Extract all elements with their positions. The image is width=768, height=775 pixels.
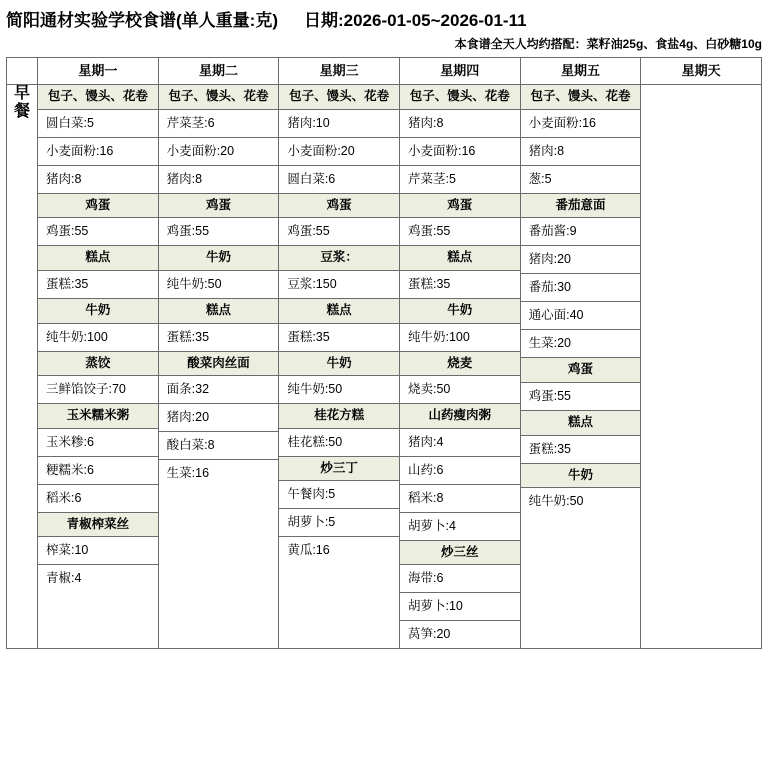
meal-label-text: 早餐	[13, 85, 30, 121]
dish-name: 玉米糯米粥	[38, 404, 158, 429]
dish-name: 炒三丝	[400, 541, 520, 566]
dish-name: 牛奶	[159, 246, 279, 271]
dish-name: 酸菜肉丝面	[159, 352, 279, 377]
ingredient-row: 猪肉:10	[279, 110, 399, 138]
day-column-wednesday	[279, 85, 400, 649]
ingredient-row: 猪肉:8	[400, 110, 520, 138]
ingredient-row: 蛋糕:35	[521, 436, 641, 464]
column-header-sunday: 星期天	[641, 58, 762, 85]
ingredient-row: 午餐肉:5	[279, 481, 399, 509]
ingredient-row: 圆白菜:6	[279, 166, 399, 194]
ingredient-row: 鸡蛋:55	[279, 218, 399, 246]
dish-name: 鸡蛋	[521, 358, 641, 383]
dish-name: 桂花方糕	[279, 404, 399, 429]
ingredient-row: 烧卖:50	[400, 376, 520, 404]
ingredient-row: 青椒:4	[38, 565, 158, 592]
dish-name: 牛奶	[279, 352, 399, 377]
meal-label-corner	[7, 58, 38, 85]
ingredient-row: 酸白菜:8	[159, 432, 279, 460]
ingredient-row: 生菜:16	[159, 460, 279, 487]
date-range: 日期:2026-01-05~2026-01-11	[303, 11, 527, 30]
oil-salt-sugar-note: 本食谱全天人均约搭配：菜籽油25g、食盐4g、白砂糖10g	[454, 37, 762, 51]
dish-name: 包子、馒头、花卷	[279, 85, 399, 110]
ingredient-row: 纯牛奶:50	[521, 488, 641, 515]
ingredient-row: 圆白菜:5	[38, 110, 158, 138]
ingredient-row: 纯牛奶:50	[159, 271, 279, 299]
ingredient-row: 番茄酱:9	[521, 218, 641, 246]
dish-name: 鸡蛋	[159, 194, 279, 219]
ingredient-row: 鸡蛋:55	[521, 383, 641, 411]
dish-name: 鸡蛋	[400, 194, 520, 219]
ingredient-row: 猪肉:8	[38, 166, 158, 194]
dish-name: 蒸饺	[38, 352, 158, 377]
dish-name: 包子、馒头、花卷	[38, 85, 158, 110]
column-header-thursday: 星期四	[399, 58, 520, 85]
ingredient-row: 番茄:30	[521, 274, 641, 302]
ingredient-row: 蛋糕:35	[38, 271, 158, 299]
ingredient-row: 山药:6	[400, 457, 520, 485]
ingredient-row: 桂花糕:50	[279, 429, 399, 457]
dish-name: 糕点	[38, 246, 158, 271]
ingredient-row: 胡萝卜:4	[400, 513, 520, 541]
column-header-friday: 星期五	[520, 58, 641, 85]
dish-name: 豆浆：	[279, 246, 399, 271]
page-title: 简阳通材实验学校食谱(单人重量:克)	[6, 11, 278, 30]
dish-name: 牛奶	[38, 299, 158, 324]
ingredient-row: 胡萝卜:10	[400, 593, 520, 621]
column-header-wednesday: 星期三	[279, 58, 400, 85]
ingredient-row: 生菜:20	[521, 330, 641, 358]
ingredient-row: 葱:5	[521, 166, 641, 194]
ingredient-row: 蛋糕:35	[400, 271, 520, 299]
ingredient-row: 玉米糁:6	[38, 429, 158, 457]
dish-name: 牛奶	[400, 299, 520, 324]
page-title-row	[0, 0, 768, 33]
ingredient-row: 纯牛奶:50	[279, 376, 399, 404]
ingredient-row: 蛋糕:35	[159, 324, 279, 352]
ingredient-row: 蛋糕:35	[279, 324, 399, 352]
ingredient-row: 稻米:6	[38, 485, 158, 513]
dish-name: 包子、馒头、花卷	[521, 85, 641, 110]
dish-name: 包子、馒头、花卷	[159, 85, 279, 110]
dish-name: 青椒榨菜丝	[38, 513, 158, 538]
ingredient-row: 鸡蛋:55	[400, 218, 520, 246]
ingredient-row: 海带:6	[400, 565, 520, 593]
ingredient-row: 榨菜:10	[38, 537, 158, 565]
ingredient-row: 猪肉:8	[159, 166, 279, 194]
table-header-row	[7, 58, 762, 85]
ingredient-row: 小麦面粉:20	[279, 138, 399, 166]
meal-label-breakfast	[7, 85, 38, 649]
day-column-thursday	[399, 85, 520, 649]
ingredient-row: 猪肉:20	[159, 404, 279, 432]
dish-name: 烧麦	[400, 352, 520, 377]
day-column-monday	[38, 85, 159, 649]
ingredient-row: 小麦面粉:16	[521, 110, 641, 138]
dish-name: 糕点	[521, 411, 641, 436]
day-column-tuesday	[158, 85, 279, 649]
dish-name: 糕点	[279, 299, 399, 324]
ingredient-row: 芹菜茎:5	[400, 166, 520, 194]
day-column-sunday	[641, 85, 762, 649]
ingredient-row: 鸡蛋:55	[159, 218, 279, 246]
ingredient-row: 猪肉:8	[521, 138, 641, 166]
column-header-tuesday: 星期二	[158, 58, 279, 85]
day-column-friday	[520, 85, 641, 649]
ingredient-row: 小麦面粉:20	[159, 138, 279, 166]
ingredient-row: 猪肉:4	[400, 429, 520, 457]
dish-name: 鸡蛋	[38, 194, 158, 219]
dish-name: 糕点	[159, 299, 279, 324]
ingredient-row: 稻米:8	[400, 485, 520, 513]
column-header-monday: 星期一	[38, 58, 159, 85]
ingredient-row: 鸡蛋:55	[38, 218, 158, 246]
ingredient-row: 通心面:40	[521, 302, 641, 330]
menu-table	[6, 57, 762, 649]
ingredient-row: 小麦面粉:16	[400, 138, 520, 166]
dish-name: 鸡蛋	[279, 194, 399, 219]
ingredient-row: 小麦面粉:16	[38, 138, 158, 166]
ingredient-row: 三鲜馅饺子:70	[38, 376, 158, 404]
ingredient-row: 豆浆:150	[279, 271, 399, 299]
dish-name: 炒三丁	[279, 457, 399, 482]
ingredient-row: 芹菜茎:6	[159, 110, 279, 138]
dish-name: 糕点	[400, 246, 520, 271]
dish-name: 山药瘦肉粥	[400, 404, 520, 429]
ingredient-row: 粳糯米:6	[38, 457, 158, 485]
ingredient-row: 猪肉:20	[521, 246, 641, 274]
ingredient-row: 莴笋:20	[400, 621, 520, 648]
ingredient-row: 纯牛奶:100	[400, 324, 520, 352]
ingredient-row: 胡萝卜:5	[279, 509, 399, 537]
ingredient-row: 纯牛奶:100	[38, 324, 158, 352]
dish-name: 包子、馒头、花卷	[400, 85, 520, 110]
ingredient-row: 黄瓜:16	[279, 537, 399, 564]
ingredient-row: 面条:32	[159, 376, 279, 404]
dish-name: 番茄意面	[521, 194, 641, 219]
breakfast-row	[7, 85, 762, 649]
dish-name: 牛奶	[521, 464, 641, 489]
